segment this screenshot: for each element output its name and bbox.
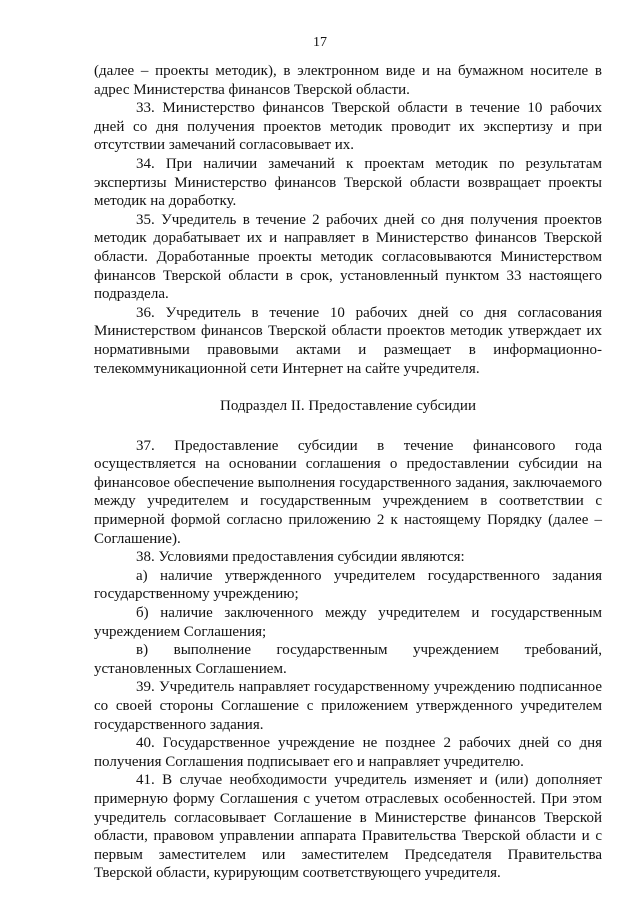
paragraph-41: 41. В случае необходимости учредитель изменяет и (или) дополняет примерную форму Соглашения с учетом отраслевых особенностей. При этом учредитель согласовывает Соглашение в Министерстве финансов Тверской области, правовом управлении аппарата Правительства Тверской области и с первым заместителем или заместителем Председателя Правительства Тверской области, курирующим соответствующего учредителя. [94, 772, 602, 882]
paragraph-39: 39. Учредитель направляет государственному учреждению подписанное со своей стороны Соглашение с приложением утвержденного учредителем государственного задания. [94, 679, 602, 733]
paragraph-35: 35. Учредитель в течение 2 рабочих дней со дня получения проектов методик дорабатывает их и направляет в Министерство финансов Тверской области. Доработанные проекты методик согласовываются Министерством финансов Тверской области в срок, установленный пунктом 33 настоящего подраздела. [94, 211, 602, 303]
page-number: 17 [313, 35, 327, 50]
paragraph-38-a: а) наличие утвержденного учредителем государственного задания государственному учреждению; [94, 567, 602, 603]
paragraph-40: 40. Государственное учреждение не позднее 2 рабочих дней со дня получения Соглашения подписывает его и направляет учредителю. [94, 735, 602, 770]
paragraph-38: 38. Условиями предоставления субсидии являются: [136, 549, 465, 566]
paragraph-38-c: в) выполнение государственным учреждением требований, установленных Соглашением. [94, 642, 602, 677]
paragraph-36: 36. Учредитель в течение 10 рабочих дней со дня согласования Министерством финансов Тверской области проектов методик утверждает их нормативными правовыми актами и размещает в информационно-телекоммуникационной сети Интернет на сайте учредителя. [94, 304, 602, 377]
section-heading: Подраздел II. Предоставление субсидии [220, 398, 476, 415]
document-body [94, 62, 602, 883]
paragraph-continuation: (далее – проекты методик), в электронном виде и на бумажном носителе в адрес Министерства финансов Тверской области. [94, 63, 602, 98]
paragraph-33: 33. Министерство финансов Тверской области в течение 10 рабочих дней со дня получения проектов методик проводит их экспертизу и при отсутствии замечаний согласовывает их. [94, 100, 602, 154]
paragraph-37: 37. Предоставление субсидии в течение финансового года осуществляется на основании соглашения о предоставлении субсидии на финансовое обеспечение выполнения государственного задания, заключаемого между учредителем и государственным учреждением в соответствии с примерной формой согласно приложению 2 к настоящему Порядку (далее – Соглашение). [94, 437, 602, 547]
paragraph-38-b: б) наличие заключенного между учредителем и государственным учреждением Соглашения; [94, 605, 602, 640]
paragraph-34: 34. При наличии замечаний к проектам методик по результатам экспертизы Министерство финансов Тверской области возвращает проекты методик на доработку. [94, 155, 602, 210]
